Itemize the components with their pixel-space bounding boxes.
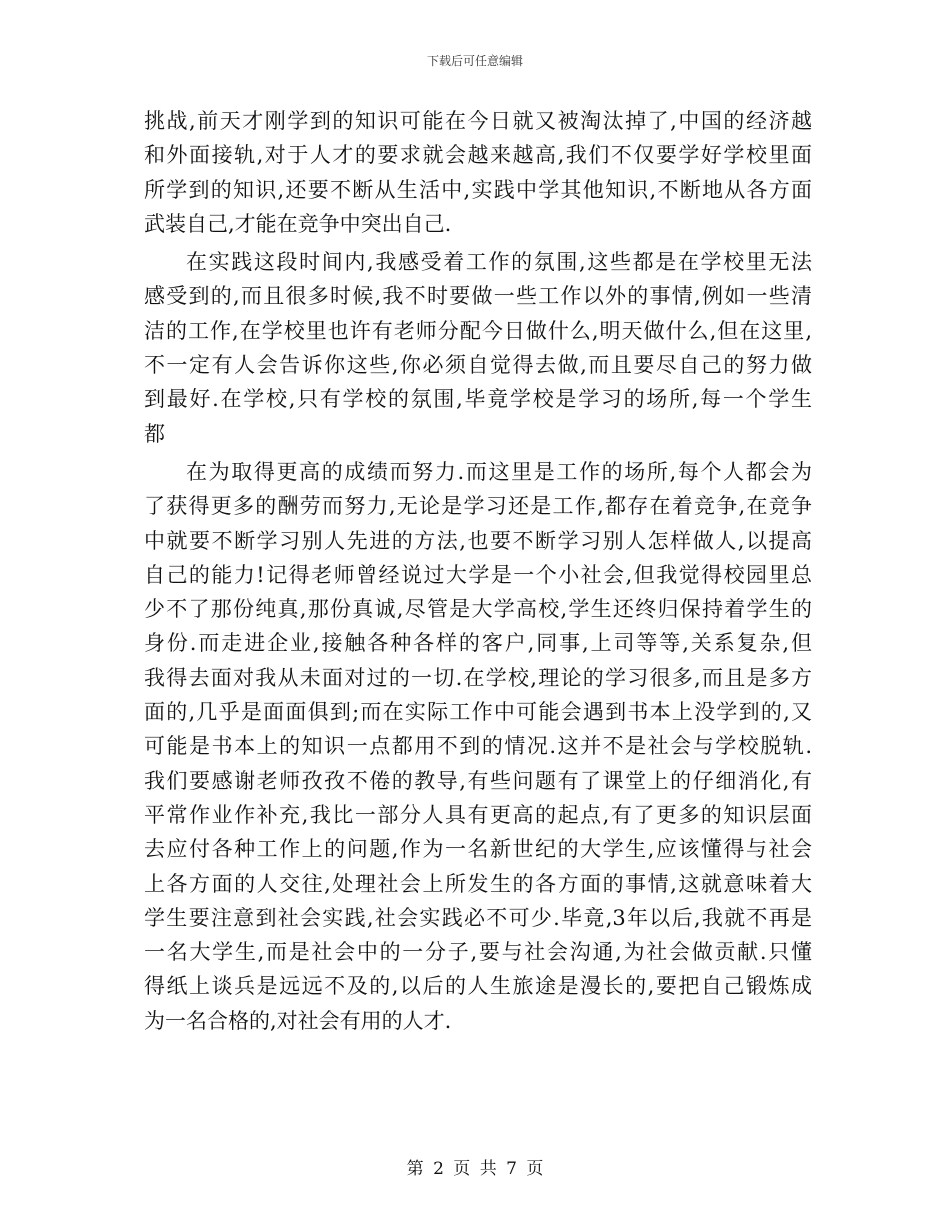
text-line: 武装自己,才能在竞争中突出自己. xyxy=(144,211,452,236)
text-line: 我们要感谢老师孜孜不倦的教导,有些问题有了课堂上的仔细消化,有 xyxy=(144,768,812,793)
text-line: 自己的能力!记得老师曾经说过大学是一个小社会,但我觉得校园里总 xyxy=(144,562,812,587)
text-line: 身份.而走进企业,接触各种各样的客户,同事,上司等等,关系复杂,但 xyxy=(144,631,812,656)
text-line: 上各方面的人交往,处理社会上所发生的各方面的事情,这就意味着大 xyxy=(144,871,812,896)
text-line: 少不了那份纯真,那份真诚,尽管是大学高校,学生还终归保持着学生的 xyxy=(144,597,812,622)
page-number-footer: 第 2 页 共 7 页 xyxy=(406,1159,544,1179)
text-line: 都 xyxy=(144,421,165,446)
text-line: 在实践这段时间内,我感受着工作的氛围,这些都是在学校里无法 xyxy=(186,250,812,275)
page-header: 下载后可任意编辑 xyxy=(426,54,523,68)
text-line: 学生要注意到社会实践,社会实践必不可少.毕竟,3年以后,我就不再是 xyxy=(144,905,812,930)
text-line: 了获得更多的酬劳而努力,无论是学习还是工作,都存在着竞争,在竞争 xyxy=(144,494,812,519)
text-line: 可能是书本上的知识一点都用不到的情况.这并不是社会与学校脱轨. xyxy=(144,734,812,759)
text-line: 去应付各种工作上的问题,作为一名新世纪的大学生,应该懂得与社会 xyxy=(144,837,812,862)
text-line: 不一定有人会告诉你这些,你必须自觉得去做,而且要尽自己的努力做 xyxy=(144,353,812,378)
text-line: 一名大学生,而是社会中的一分子,要与社会沟通,为社会做贡献.只懂 xyxy=(144,940,812,965)
text-line: 为一名合格的,对社会有用的人才. xyxy=(144,1008,452,1033)
text-line: 感受到的,而且很多时候,我不时要做一些工作以外的事情,例如一些清 xyxy=(144,284,812,309)
document-body xyxy=(144,104,812,1042)
paragraph-2 xyxy=(144,245,812,451)
text-line: 得纸上谈兵是远远不及的,以后的人生旅途是漫长的,要把自己锻炼成 xyxy=(144,974,812,999)
text-line: 面的,几乎是面面俱到;而在实际工作中可能会遇到书本上没学到的,又 xyxy=(144,700,812,725)
text-line: 和外面接轨,对于人才的要求就会越来越高,我们不仅要学好学校里面 xyxy=(144,143,812,168)
text-line: 我得去面对我从未面对过的一切.在学校,理论的学习很多,而且是多方 xyxy=(144,665,812,690)
text-line: 所学到的知识,还要不断从生活中,实践中学其他知识,不断地从各方面 xyxy=(144,177,812,202)
text-line: 平常作业作补充,我比一部分人具有更高的起点,有了更多的知识层面 xyxy=(144,802,812,827)
text-line: 在为取得更高的成绩而努力.而这里是工作的场所,每个人都会为 xyxy=(186,459,812,484)
paragraph-3 xyxy=(144,455,812,1038)
text-line: 到最好.在学校,只有学校的氛围,毕竟学校是学习的场所,每一个学生 xyxy=(144,387,812,412)
text-line: 中就要不断学习别人先进的方法,也要不断学习别人怎样做人,以提高 xyxy=(144,528,812,553)
text-line: 洁的工作,在学校里也许有老师分配今日做什么,明天做什么,但在这里, xyxy=(144,318,812,343)
paragraph-1 xyxy=(144,104,812,241)
text-line: 挑战,前天才刚学到的知识可能在今日就又被淘汰掉了,中国的经济越 xyxy=(144,109,812,133)
